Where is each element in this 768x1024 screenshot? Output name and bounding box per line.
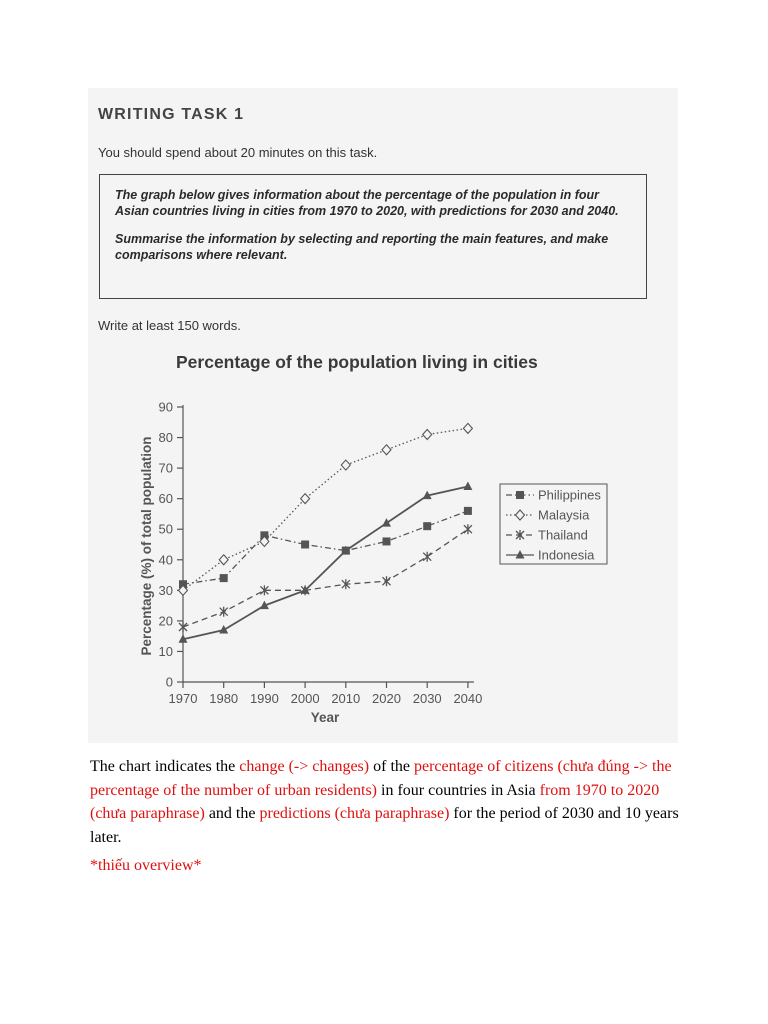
y-tick-label: 10 xyxy=(158,643,173,659)
essay-correction: from 1970 to 2020 (chưa paraphrase) xyxy=(90,781,660,822)
y-axis-label: Percentage (%) of total population xyxy=(139,436,154,656)
data-point-thailand xyxy=(220,607,228,617)
data-point-thailand xyxy=(179,622,187,632)
essay-correction: predictions (chưa paraphrase) xyxy=(259,805,450,822)
y-tick-label: 70 xyxy=(158,460,173,476)
data-point-thailand xyxy=(383,576,391,586)
legend-label-philippines: Philippines xyxy=(538,487,601,503)
data-point-philippines xyxy=(383,537,391,545)
data-point-malaysia xyxy=(463,423,472,433)
y-tick-label: 0 xyxy=(165,674,173,690)
essay-correction: change (-> changes) xyxy=(239,758,370,775)
essay-segment: in four countries in Asia xyxy=(377,781,540,799)
essay-text xyxy=(90,755,690,849)
series-line-philippines xyxy=(183,511,468,584)
y-tick-label: 50 xyxy=(158,521,173,537)
x-tick-label: 2030 xyxy=(412,691,442,706)
essay-segment: for the period of 2030 and 10 years later. xyxy=(90,805,679,846)
essay-paragraph xyxy=(90,755,690,849)
word-count-note: Write at least 150 words. xyxy=(98,318,241,333)
missing-overview-note: *thiếu overview* xyxy=(90,857,202,874)
data-point-philippines xyxy=(301,541,309,549)
essay-segment: The chart indicates the xyxy=(90,758,240,775)
task-heading: WRITING TASK 1 xyxy=(98,106,245,123)
x-tick-label: 2040 xyxy=(453,691,483,706)
data-point-malaysia xyxy=(219,555,228,565)
legend-label-malaysia: Malaysia xyxy=(538,507,590,523)
x-tick-label: 1980 xyxy=(209,691,239,706)
essay-segment: and the xyxy=(204,805,260,822)
data-point-malaysia xyxy=(423,430,432,440)
data-point-philippines xyxy=(464,507,472,515)
legend-marker-philippines xyxy=(516,491,524,499)
legend-label-thailand: Thailand xyxy=(538,527,588,543)
x-tick-label: 2010 xyxy=(331,691,361,706)
y-tick-label: 30 xyxy=(158,582,173,598)
x-tick-label: 1970 xyxy=(168,691,198,706)
prompt-directive: Summarise the information by selecting and reporting the main features, and make comparisons where relevant. xyxy=(115,232,609,262)
x-tick-label: 2000 xyxy=(290,691,320,706)
data-point-indonesia xyxy=(219,625,228,634)
x-tick-label: 2020 xyxy=(372,691,401,706)
x-tick-label: 1990 xyxy=(249,691,279,706)
data-point-thailand xyxy=(423,552,431,562)
data-point-philippines xyxy=(423,522,431,530)
data-point-indonesia xyxy=(382,518,391,527)
legend-label-indonesia: Indonesia xyxy=(538,547,595,563)
y-tick-label: 80 xyxy=(158,430,173,446)
data-point-malaysia xyxy=(341,460,350,470)
data-point-malaysia xyxy=(301,494,310,504)
series-line-malaysia xyxy=(183,428,468,590)
chart-title: Percentage of the population living in cities xyxy=(176,352,538,372)
data-point-indonesia xyxy=(463,481,472,490)
task-instruction: You should spend about 20 minutes on this task. xyxy=(98,145,378,160)
y-tick-label: 60 xyxy=(158,491,173,507)
data-point-philippines xyxy=(220,574,228,582)
essay-correction: percentage of citizens (chưa đúng -> the percentage of the number of urban residents) xyxy=(90,758,672,799)
y-tick-label: 20 xyxy=(158,613,173,629)
data-point-thailand xyxy=(464,524,472,534)
prompt-description: The graph below gives information about the percentage of the population in four Asian countries living in cities from 1970 to 2020, with predictions for 2030 and 2040. xyxy=(115,188,619,218)
data-point-malaysia xyxy=(382,445,391,455)
essay-segment: of the xyxy=(369,758,414,775)
x-axis-label: Year xyxy=(310,710,340,725)
y-tick-label: 40 xyxy=(158,552,173,568)
y-tick-label: 90 xyxy=(158,399,173,415)
